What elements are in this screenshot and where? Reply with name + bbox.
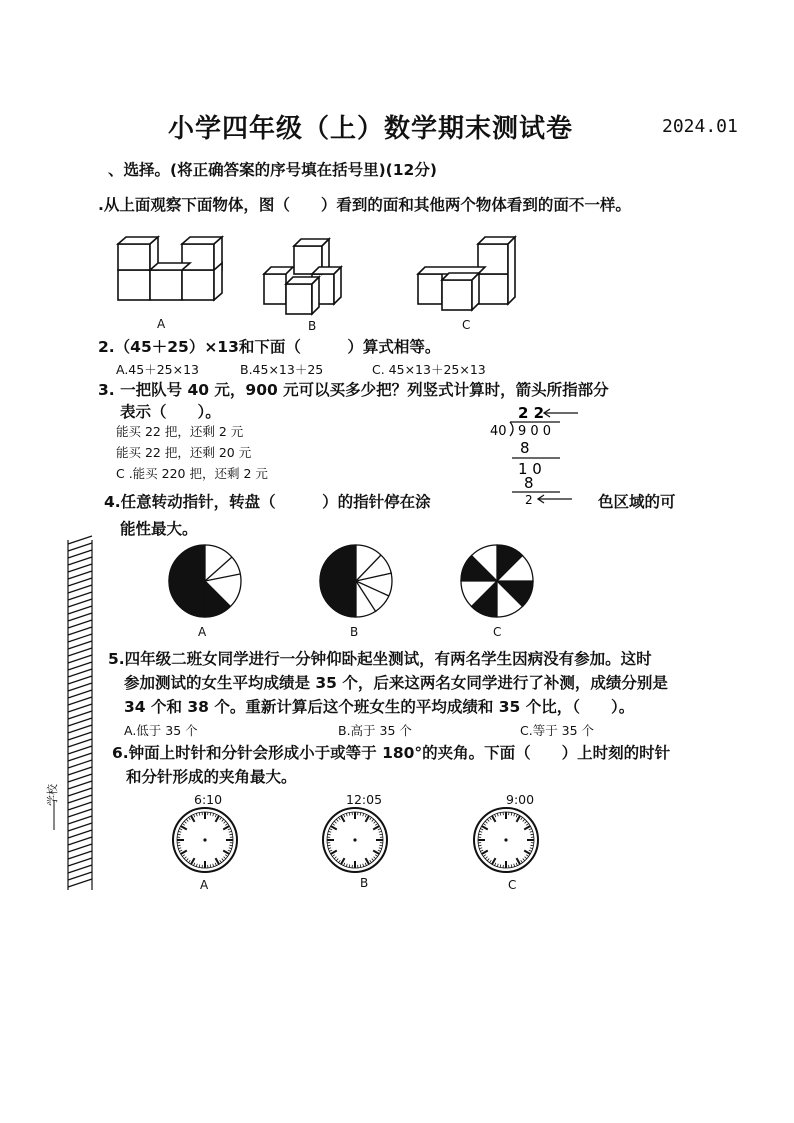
spinner-c (461, 545, 533, 617)
figure-c (418, 237, 515, 310)
div-divisor: 40 (490, 424, 507, 439)
div-dividend: 9 0 0 (518, 424, 552, 439)
clock-b-time: 12:05 (346, 792, 383, 807)
q5-option-c: C.等于 35 个 (520, 723, 595, 738)
clock-c (474, 808, 538, 872)
q1-cube-figures (100, 228, 540, 338)
div-remainder: 2 (525, 493, 533, 507)
q4-spinners (160, 543, 540, 623)
div-step3: 8 (524, 474, 534, 492)
q6-clocks (160, 806, 560, 876)
q2-option-c: C. 45×13＋25×13 (372, 362, 486, 377)
clock-b (323, 808, 387, 872)
q2-option-a: A.45＋25×13 (116, 362, 199, 377)
spinner-a (169, 545, 241, 617)
q2-option-b: B.45×13＋25 (240, 362, 324, 377)
question-2: 2.（45＋25）×13和下面（ ）算式相等。 (98, 338, 441, 356)
question-5-line3: 34 个和 38 个。重新计算后这个班女生的平均成绩和 35 个比，（ ）。 (124, 698, 635, 716)
q4-label-c: C (493, 625, 502, 639)
q5-option-a: A.低于 35 个 (124, 723, 198, 738)
question-5-line2: 参加测试的女生平均成绩是 35 个，后来这两名女同学进行了补测，成绩分别是 (124, 674, 668, 692)
question-6-line1: 6.钟面上时针和分针会形成小于或等于 180°的夹角。下面（ ）上时刻的时针 (112, 744, 671, 762)
question-6-line2: 和分针形成的夹角最大。 (126, 768, 297, 786)
figure-b (264, 239, 341, 314)
q6-label-c: C (508, 878, 517, 892)
question-4-tail: 色区域的可 (598, 493, 676, 511)
figure-a (118, 237, 222, 300)
section-heading: 、选择。(将正确答案的序号填在括号里)(12分) (108, 161, 437, 179)
clock-c-time: 9:00 (506, 792, 535, 807)
div-step2: 1 0 (518, 460, 542, 478)
q6-label-b: B (360, 876, 369, 890)
div-quotient: 2 2 (518, 404, 545, 422)
q1-label-c: C (462, 318, 471, 332)
q5-option-b: B.高于 35 个 (338, 723, 412, 738)
q4-label-a: A (198, 625, 207, 639)
q1-label-a: A (157, 317, 166, 331)
question-4-line2: 能性最大。 (120, 520, 198, 538)
q1-label-b: B (308, 319, 317, 333)
clock-a (173, 808, 237, 872)
question-3-line2: 表示（ ）。 (120, 403, 221, 421)
exam-date: 2024.01 (662, 116, 738, 137)
question-4: 4.任意转动指针，转盘（ ）的指针停在涂 (104, 493, 431, 511)
clock-a-time: 6:10 (194, 792, 223, 807)
q3-option-a: 能买 22 把，还剩 2 元 (116, 424, 244, 439)
spinner-b (320, 545, 392, 617)
q3-long-division (488, 402, 588, 508)
div-step1: 8 (520, 439, 530, 457)
question-5-line1: 5.四年级二班女同学进行一分钟仰卧起坐测试，有两名学生因病没有参加。这时 (108, 650, 652, 668)
q6-label-a: A (200, 878, 209, 892)
school-label: 学校 (46, 784, 59, 806)
q3-option-c: C .能买 220 把，还剩 2 元 (116, 466, 268, 481)
binding-margin (40, 530, 100, 900)
question-3: 3. 一把队号 40 元，900 元可以买多少把？列竖式计算时，箭头所指部分 (98, 381, 609, 399)
q4-label-b: B (350, 625, 359, 639)
q3-option-b: 能买 22 把，还剩 20 元 (116, 445, 252, 460)
question-1: .从上面观察下面物体，图（ ）看到的面和其他两个物体看到的面不一样。 (98, 196, 631, 214)
page-title: 小学四年级（上）数学期末测试卷 (168, 114, 574, 144)
